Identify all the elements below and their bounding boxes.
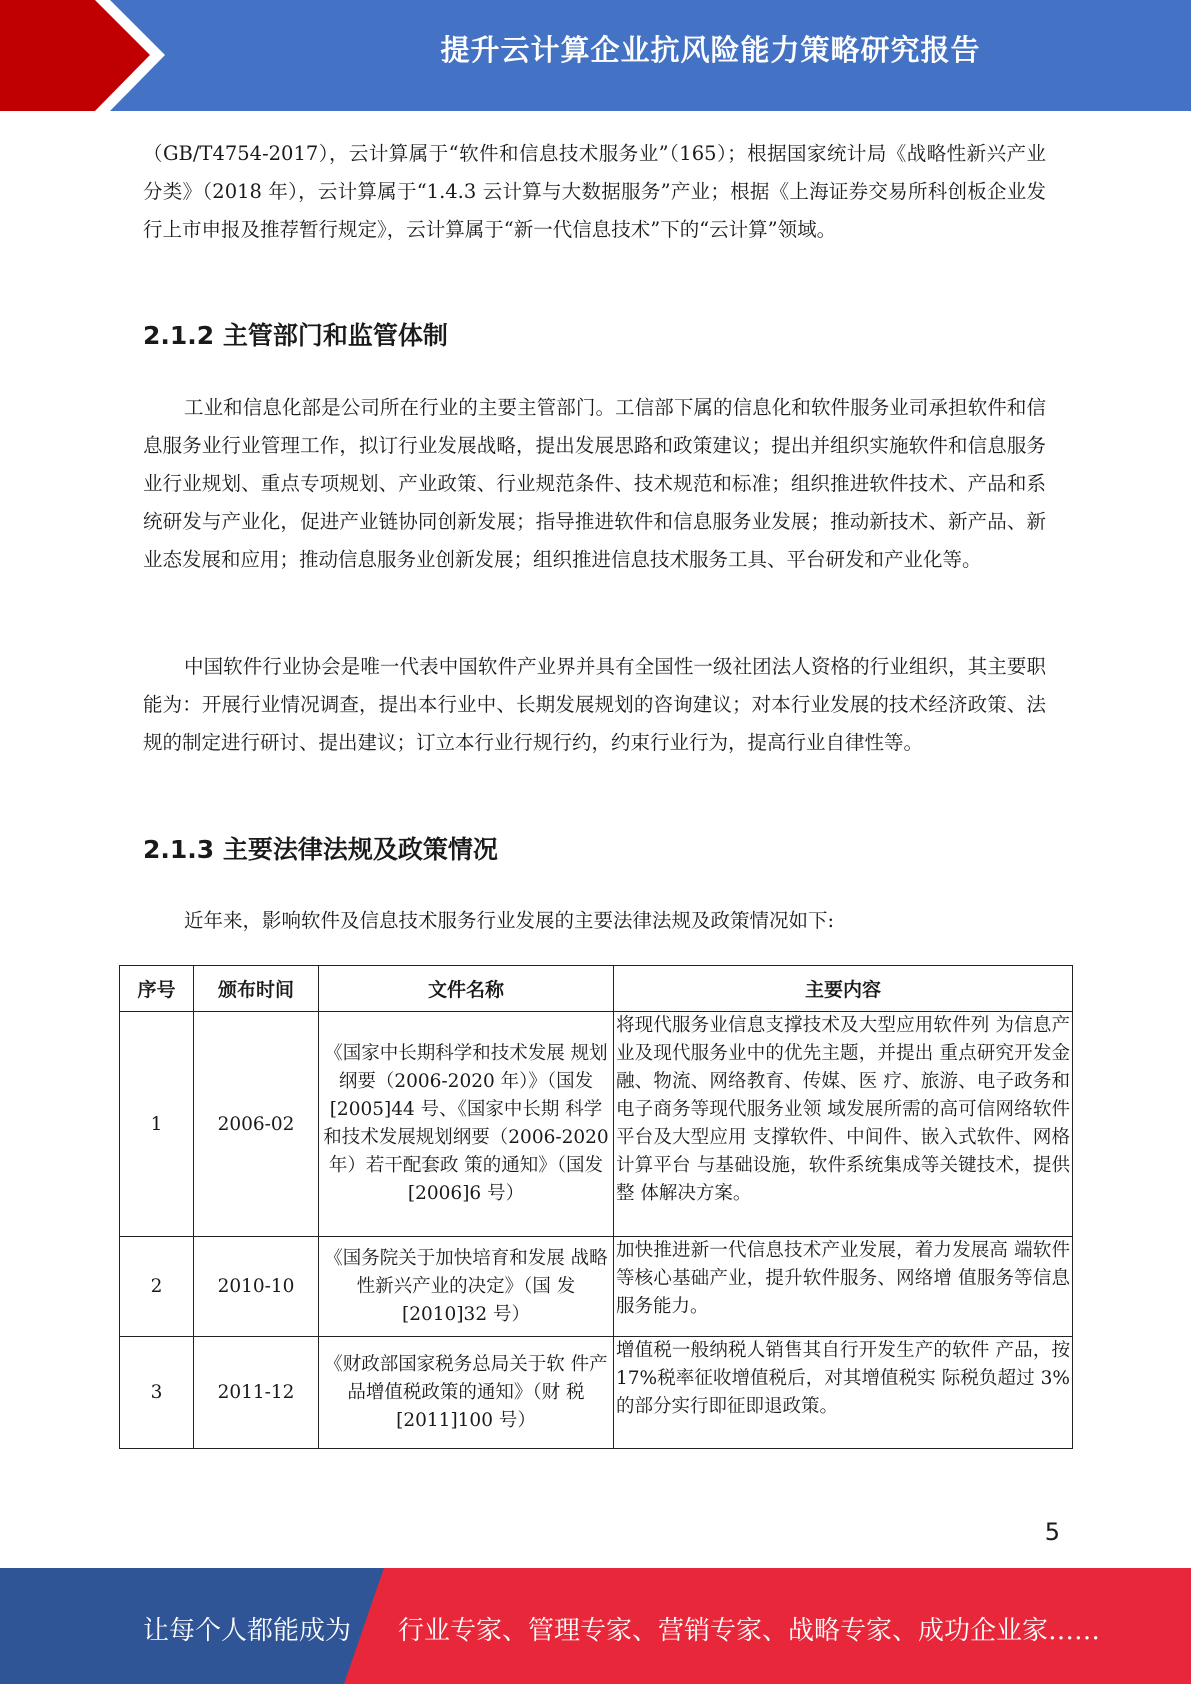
- cell-no: 3: [120, 1337, 194, 1449]
- section-2-1-3-lead: [143, 902, 1046, 940]
- footer-slogan-right: 行业专家、管理专家、营销专家、战略专家、成功企业家……: [398, 1616, 1101, 1646]
- table-row: [120, 1012, 1073, 1237]
- cell-name: 《国家中长期科学和技术发展 规划纲要（2006-2020 年）》（国发[2005]44 号、《国家中长期 科学和技术发展规划纲要（2006-2020 年）若干配套政 策的通知》（国发[2006]6 号）: [319, 1012, 614, 1237]
- page-header: [0, 0, 1191, 111]
- paragraph-regulator: 工业和信息化部是公司所在行业的主要主管部门。工信部下属的信息化和软件服务业司承担软件和信息服务业行业管理工作，拟订行业发展战略，提出发展思路和政策建议；提出并组织实施软件和信息服务业行业规划、重点专项规划、产业政策、行业规范条件、技术规范和标准；组织推进软件技术、产品和系统研发与产业化，促进产业链协同创新发展；指导推进软件和信息服务业发展；推动新技术、新产品、新业态发展和应用；推动信息服务业创新发展；组织推进信息技术服务工具、平台研发和产业化等。: [143, 396, 1046, 571]
- paragraph-association: 中国软件行业协会是唯一代表中国软件产业界并具有全国性一级社团法人资格的行业组织，其主要职能为：开展行业情况调查，提出本行业中、长期发展规划的咨询建议；对本行业发展的技术经济政策、法规的制定进行研讨、提出建议；订立本行业行规行约，约束行业行为，提高行业自律性等。: [143, 655, 1046, 754]
- table-row: [120, 1237, 1073, 1337]
- cell-no: 1: [120, 1012, 194, 1237]
- policy-table: [119, 965, 1073, 1449]
- cell-date: 2006-02: [194, 1012, 319, 1237]
- cell-name: 《财政部国家税务总局关于软 件产品增值税政策的通知》（财 税[2011]100 号）: [319, 1337, 614, 1449]
- cell-content: 增值税一般纳税人销售其自行开发生产的软件 产品，按 17%税率征收增值税后，对其增值税实 际税负超过 3%的部分实行即征即退政策。: [614, 1337, 1073, 1449]
- table-lead-text: 近年来，影响软件及信息技术服务行业发展的主要法律法规及政策情况如下:: [184, 909, 835, 932]
- column-header-date: 颁布时间: [194, 966, 319, 1012]
- cell-content: 将现代服务业信息支撑技术及大型应用软件列 为信息产业及现代服务业中的优先主题，并提出 重点研究开发金融、物流、网络教育、传媒、医 疗、旅游、电子政务和电子商务等现代服务业领 域发展所需的高可信网络软件平台及大型应用 支撑软件、中间件、嵌入式软件、网格计算平台 与基础设施，软件系统集成等关键技术，提供整 体解决方案。: [614, 1012, 1073, 1237]
- footer-slogan-left: 让每个人都能成为: [143, 1616, 352, 1646]
- column-header-name: 文件名称: [319, 966, 614, 1012]
- column-header-content: 主要内容: [614, 966, 1073, 1012]
- cell-date: 2011-12: [194, 1337, 319, 1449]
- page-footer: [0, 1568, 1191, 1684]
- table-row: [120, 1337, 1073, 1449]
- cell-date: 2010-10: [194, 1237, 319, 1337]
- column-header-no: 序号: [120, 966, 194, 1012]
- intro-block: [143, 135, 1046, 249]
- report-title: 提升云计算企业抗风险能力策略研究报告: [440, 33, 981, 67]
- intro-paragraph: （GB/T4754-2017），云计算属于“软件和信息技术服务业”（165）；根据国家统计局《战略性新兴产业分类》（2018 年），云计算属于“1.4.3 云计算与大数据服务”产业；根据《上海证券交易所科创板企业发行上市申报及推荐暂行规定》，云计算属于“新一代信息技术”下的“云计算”领域。: [143, 142, 1046, 241]
- cell-no: 2: [120, 1237, 194, 1337]
- cell-name: 《国务院关于加快培育和发展 战略性新兴产业的决定》（国 发[2010]32 号）: [319, 1237, 614, 1337]
- page-number: 5: [1044, 1518, 1060, 1546]
- section-heading-2-1-3: 2.1.3 主要法律法规及政策情况: [143, 835, 498, 864]
- table-header-row: [120, 966, 1073, 1012]
- section-2-1-2-body: [143, 389, 1046, 579]
- section-2-1-2-body-2: [143, 648, 1046, 762]
- section-heading-2-1-2: 2.1.2 主管部门和监管体制: [143, 321, 448, 350]
- cell-content: 加快推进新一代信息技术产业发展，着力发展高 端软件等核心基础产业，提升软件服务、网络增 值服务等信息服务能力。: [614, 1237, 1073, 1337]
